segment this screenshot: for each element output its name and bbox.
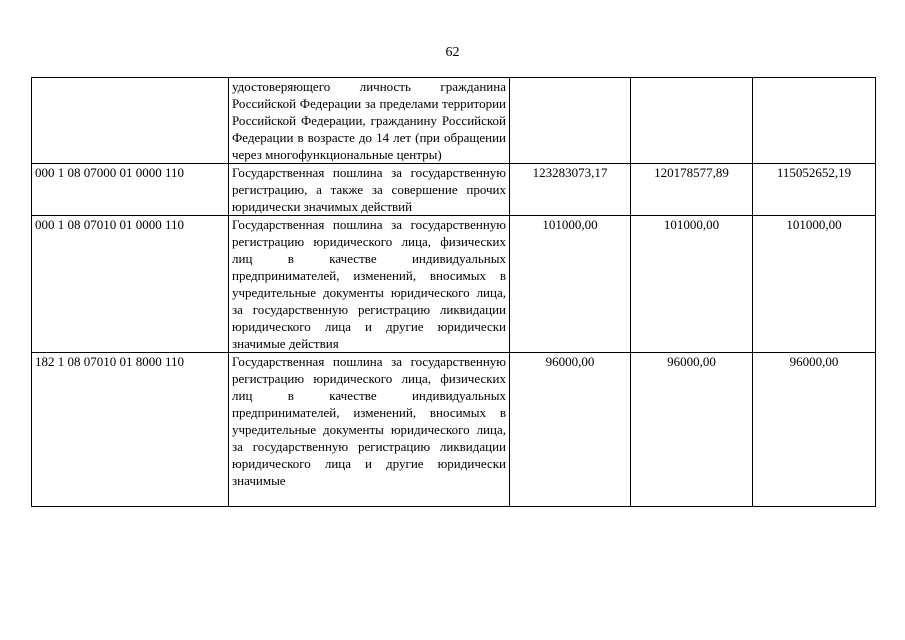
table-row [32,78,876,164]
amount-year-1-cell: 96000,00 [510,353,631,507]
budget-code-cell: 182 1 08 07010 01 8000 110 [32,353,229,507]
table-row [32,164,876,216]
revenue-name-cell: Государственная пошлина за государственную регистрацию юридического лица, физических лиц в качестве индивидуальных предпринимателей, изменений, вносимых в учредительные документы юридического лица, за государственную регистрацию ликвидации юридического лица и другие юридически значимые действия [229,216,510,353]
amount-year-3-cell: 96000,00 [753,353,876,507]
revenue-name-cell: удостоверяющего личность гражданина Российской Федерации за пределами территории Российской Федерации, гражданину Российской Федерации в возрасте до 14 лет (при обращении через многофункциональные центры) [229,78,510,164]
amount-year-3-cell: 115052652,19 [753,164,876,216]
budget-code-cell: 000 1 08 07010 01 0000 110 [32,216,229,353]
budget-code-cell: 000 1 08 07000 01 0000 110 [32,164,229,216]
amount-year-3-cell: 101000,00 [753,216,876,353]
revenue-name-cell: Государственная пошлина за государственную регистрацию, а также за совершение прочих юридически значимых действий [229,164,510,216]
amount-year-2-cell: 120178577,89 [631,164,753,216]
table-row [32,353,876,507]
budget-code-cell [32,78,229,164]
amount-year-1-cell: 123283073,17 [510,164,631,216]
amount-year-3-cell [753,78,876,164]
amount-year-2-cell: 96000,00 [631,353,753,507]
table-row [32,216,876,353]
revenue-name-text: Государственная пошлина за государственную регистрацию юридического лица, физических лиц в качестве индивидуальных предпринимателей, изменений, вносимых в учредительные документы юридического лица, за государственную регистрацию ликвидации юридического лица и другие юридически значимые [232,354,506,488]
amount-year-2-cell: 101000,00 [631,216,753,353]
amount-year-1-cell: 101000,00 [510,216,631,353]
revenue-name-cell [229,353,510,507]
amount-year-2-cell [631,78,753,164]
amount-year-1-cell [510,78,631,164]
page-number: 62 [445,45,460,60]
budget-revenue-table [31,77,876,507]
